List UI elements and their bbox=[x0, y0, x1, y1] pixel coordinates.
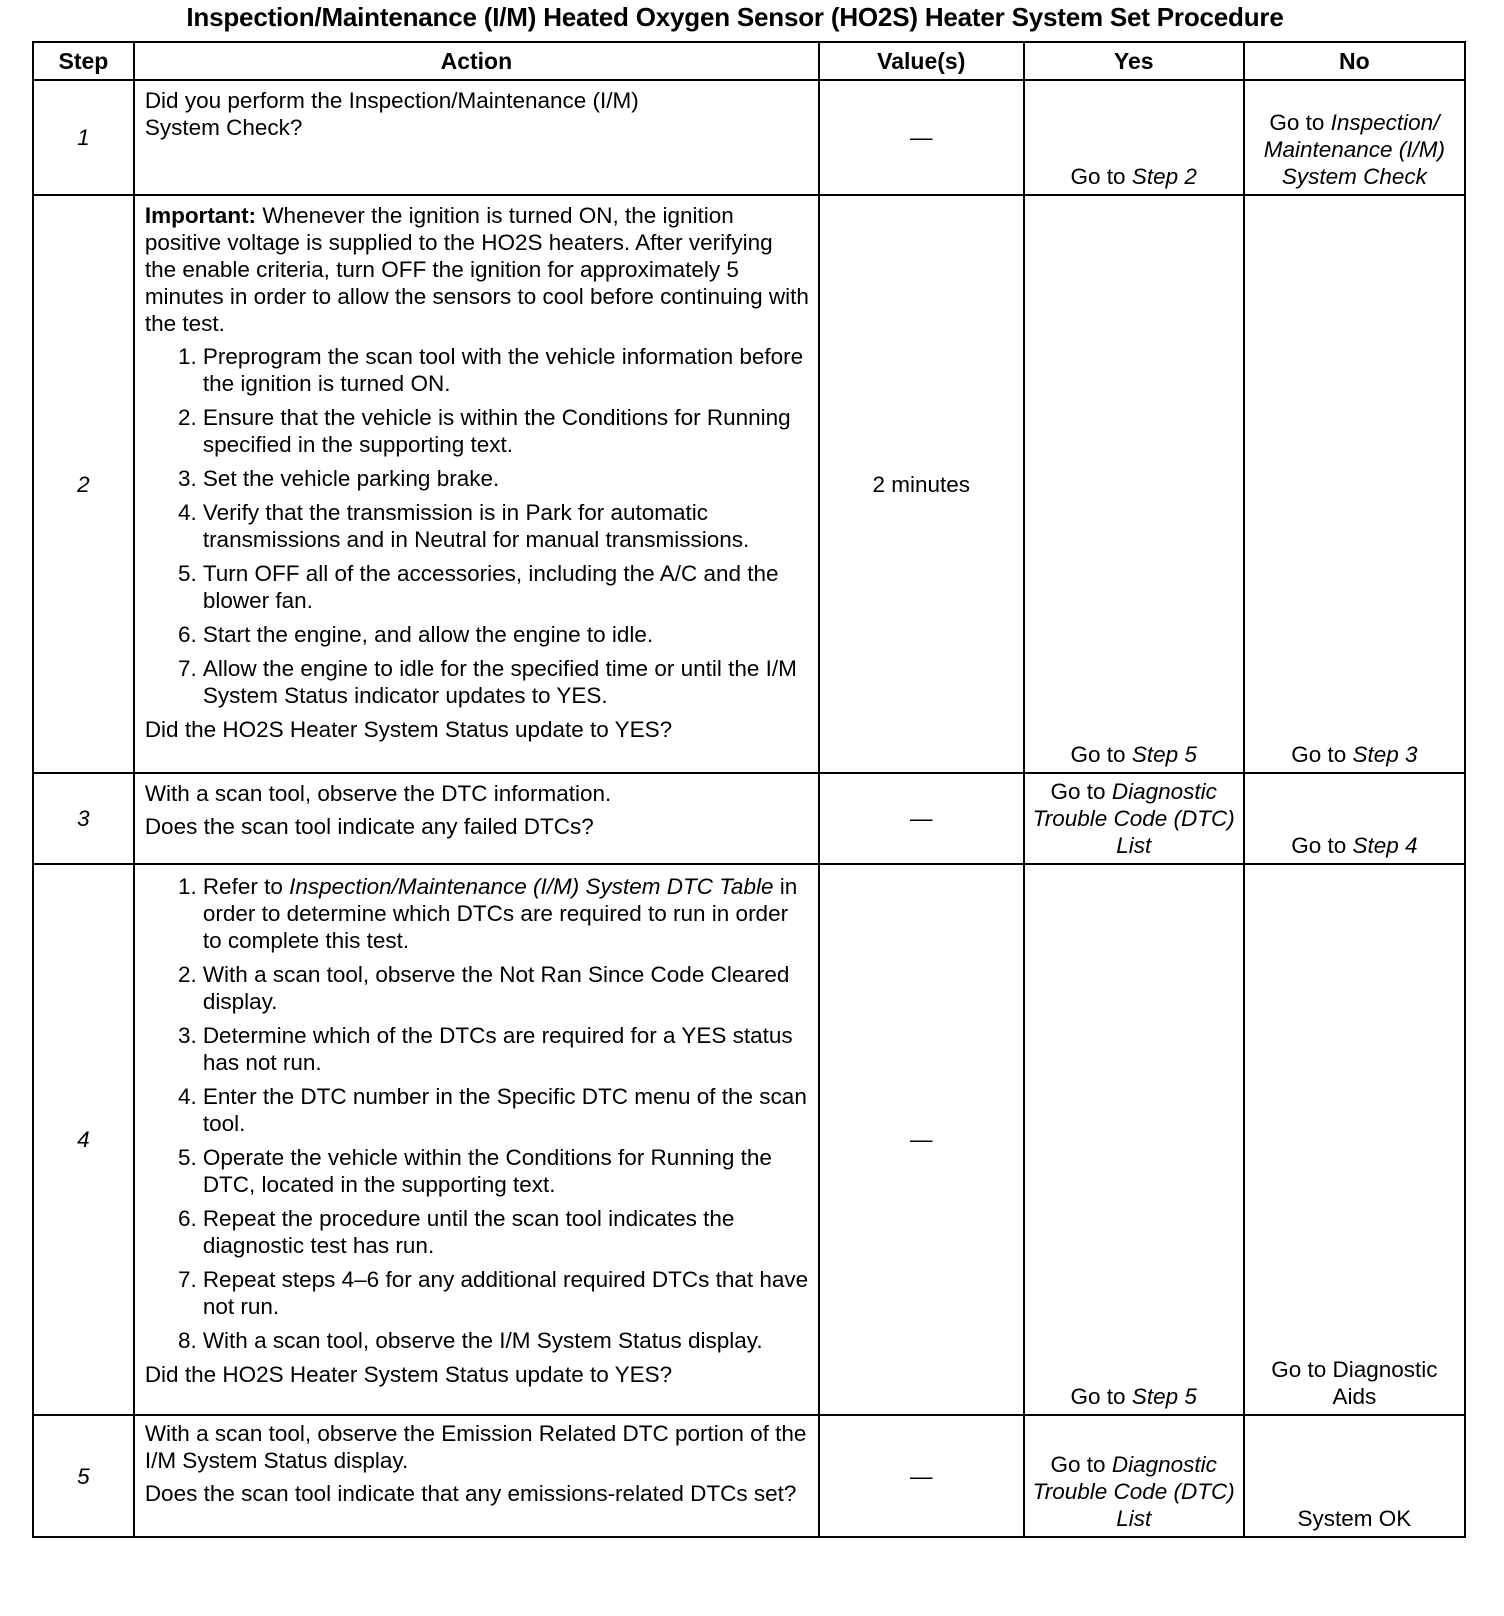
yes-link: Step 5 bbox=[1131, 742, 1197, 767]
yes-prefix: Go to bbox=[1070, 164, 1132, 189]
procedure-table bbox=[32, 41, 1466, 1538]
action-cell bbox=[134, 864, 819, 1415]
header-step: Step bbox=[33, 42, 134, 80]
action-question: Does the scan tool indicate that any emissions-related DTCs set? bbox=[144, 1481, 797, 1506]
list-item: 3. Set the vehicle parking brake. bbox=[178, 466, 500, 491]
step-list bbox=[145, 873, 810, 1354]
yes-prefix: Go to bbox=[1070, 1384, 1132, 1409]
action-cell bbox=[134, 773, 819, 864]
step-list bbox=[145, 343, 810, 709]
table-row bbox=[33, 80, 1465, 195]
header-no: No bbox=[1244, 42, 1465, 80]
action-question: Did the HO2S Heater System Status update to YES? bbox=[144, 717, 673, 742]
header-row bbox=[33, 42, 1465, 80]
list-item: 8. With a scan tool, observe the I/M System Status display. bbox=[178, 1328, 763, 1353]
list-item: 2. With a scan tool, observe the Not Ran Since Code Cleared display. bbox=[178, 962, 790, 1014]
list-item: 7. Allow the engine to idle for the specified time or until the I/M System Status indicator updates to YES. bbox=[178, 656, 797, 708]
list-item: 1. Refer to Inspection/Maintenance (I/M) System DTC Table in order to determine which DTCs are required to run in order to complete this test. bbox=[178, 874, 798, 953]
yes-cell bbox=[1024, 1415, 1244, 1537]
header-values: Value(s) bbox=[819, 42, 1024, 80]
yes-cell bbox=[1024, 195, 1244, 773]
action-cell bbox=[134, 195, 819, 773]
important-label: Important: bbox=[144, 203, 257, 228]
list-item: 6. Start the engine, and allow the engine to idle. bbox=[178, 622, 654, 647]
no-cell bbox=[1244, 195, 1465, 773]
important-note bbox=[145, 202, 810, 337]
step-number: 2 bbox=[33, 195, 134, 773]
yes-link: Diagnostic Trouble Code (DTC) List bbox=[1032, 1452, 1235, 1531]
yes-prefix: Go to bbox=[1050, 779, 1112, 804]
no-cell bbox=[1244, 773, 1465, 864]
no-link: Inspection/ Maintenance (I/M) System Check bbox=[1263, 110, 1446, 189]
action-cell bbox=[134, 80, 819, 195]
list-item: 7. Repeat steps 4–6 for any additional required DTCs that have not run. bbox=[178, 1267, 809, 1319]
action-question: Did the HO2S Heater System Status update to YES? bbox=[144, 1362, 673, 1387]
no-cell: Go to Diagnostic Aids bbox=[1244, 864, 1465, 1415]
yes-link: Step 5 bbox=[1131, 1384, 1197, 1409]
action-question: Does the scan tool indicate any failed DTCs? bbox=[144, 814, 594, 839]
list-item: 5. Turn OFF all of the accessories, including the A/C and the blower fan. bbox=[178, 561, 779, 613]
value-cell: — bbox=[819, 1415, 1024, 1537]
list-item: 4. Verify that the transmission is in Park for automatic transmissions and in Neutral for manual transmissions. bbox=[178, 500, 750, 552]
value-cell: — bbox=[819, 773, 1024, 864]
value-cell: — bbox=[819, 864, 1024, 1415]
yes-prefix: Go to bbox=[1070, 742, 1132, 767]
no-prefix: Go to bbox=[1291, 742, 1353, 767]
yes-cell bbox=[1024, 864, 1244, 1415]
yes-link: Step 2 bbox=[1131, 164, 1197, 189]
action-cell bbox=[134, 1415, 819, 1537]
value-cell: 2 minutes bbox=[819, 195, 1024, 773]
header-yes: Yes bbox=[1024, 42, 1244, 80]
list-item: 1. Preprogram the scan tool with the vehicle information before the ignition is turned ON. bbox=[178, 344, 804, 396]
step-number: 4 bbox=[33, 864, 134, 1415]
list-item: 5. Operate the vehicle within the Conditions for Running the DTC, located in the supporting text. bbox=[178, 1145, 772, 1197]
action-question: Did you perform the Inspection/Maintenance (I/M) System Check? bbox=[144, 88, 639, 140]
yes-cell bbox=[1024, 80, 1244, 195]
yes-link: Diagnostic Trouble Code (DTC) List bbox=[1032, 779, 1235, 858]
no-link: Step 3 bbox=[1352, 742, 1418, 767]
no-cell: System OK bbox=[1244, 1415, 1465, 1537]
header-action: Action bbox=[134, 42, 819, 80]
value-cell: — bbox=[819, 80, 1024, 195]
important-text: Whenever the ignition is turned ON, the ignition positive voltage is supplied to the HO2S heaters. After verifying the enable criteria, turn OFF the ignition for approximately 5 minutes in order to allow the sensors to cool before continuing with the test. bbox=[144, 203, 809, 336]
table-row bbox=[33, 1415, 1465, 1537]
action-text: With a scan tool, observe the DTC information. bbox=[144, 781, 612, 806]
table-row bbox=[33, 195, 1465, 773]
step-number: 1 bbox=[33, 80, 134, 195]
table-row bbox=[33, 864, 1465, 1415]
table-row bbox=[33, 773, 1465, 864]
step-number: 3 bbox=[33, 773, 134, 864]
yes-prefix: Go to bbox=[1050, 1452, 1112, 1477]
no-prefix: Go to bbox=[1269, 110, 1331, 135]
no-cell bbox=[1244, 80, 1465, 195]
no-prefix: Go to bbox=[1291, 833, 1353, 858]
step-number: 5 bbox=[33, 1415, 134, 1537]
yes-cell bbox=[1024, 773, 1244, 864]
no-link: Step 4 bbox=[1352, 833, 1418, 858]
action-text: With a scan tool, observe the Emission Related DTC portion of the I/M System Status display. bbox=[144, 1421, 807, 1473]
list-item: 6. Repeat the procedure until the scan tool indicates the diagnostic test has run. bbox=[178, 1206, 735, 1258]
page-title: Inspection/Maintenance (I/M) Heated Oxygen Sensor (HO2S) Heater System Set Procedure bbox=[186, 2, 1284, 32]
list-item: 4. Enter the DTC number in the Specific DTC menu of the scan tool. bbox=[178, 1084, 807, 1136]
list-item: 3. Determine which of the DTCs are required for a YES status has not run. bbox=[178, 1023, 793, 1075]
list-item: 2. Ensure that the vehicle is within the Conditions for Running specified in the supporting text. bbox=[178, 405, 791, 457]
